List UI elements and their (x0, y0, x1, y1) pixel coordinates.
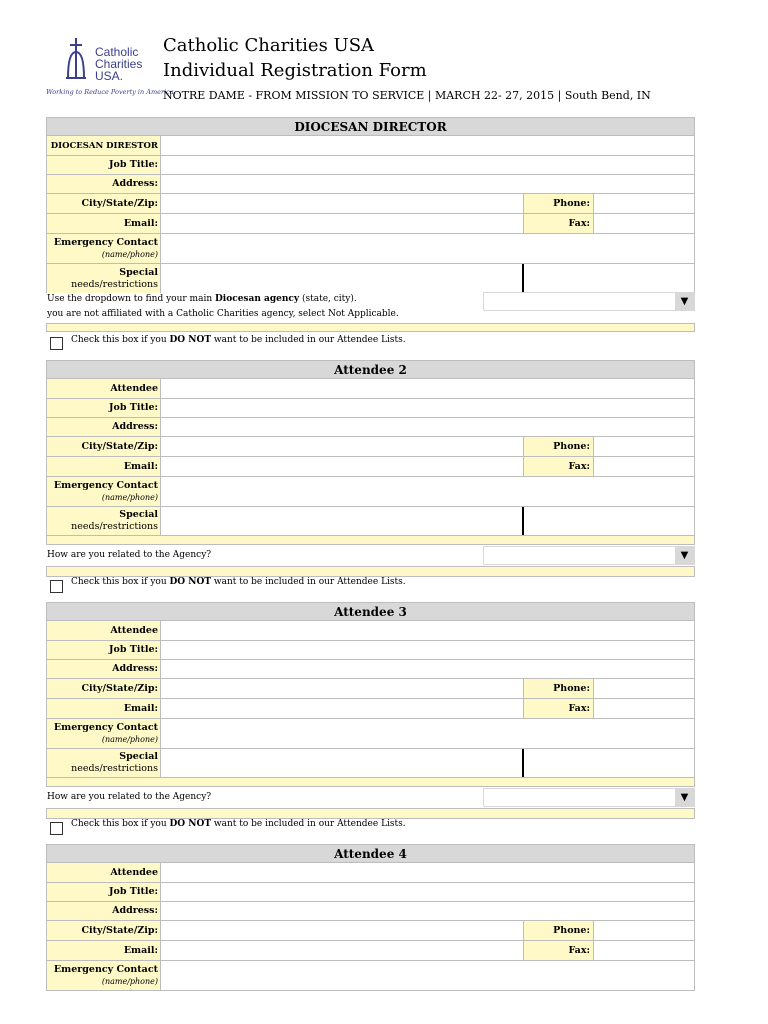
logo-tagline: Working to Reduce Poverty in America. (46, 88, 176, 96)
field-label: Fax: (524, 699, 594, 718)
job-title-field[interactable] (161, 641, 695, 659)
optout-label (71, 577, 406, 587)
special-label: needs/restrictions (71, 521, 158, 532)
emergency-contact-field[interactable] (161, 234, 695, 263)
email-field[interactable] (161, 941, 524, 960)
field-label: Email: (46, 699, 161, 718)
form-row (46, 477, 695, 507)
emergency-contact-field[interactable] (161, 477, 695, 506)
phone-field[interactable] (594, 921, 695, 940)
attendee-name-field[interactable] (161, 379, 695, 398)
field-label: Email: (46, 457, 161, 476)
form-row (46, 264, 695, 293)
optout-bold: DO NOT (169, 819, 212, 829)
emergency-label: Emergency Contact (53, 479, 158, 491)
emergency-sublabel: (name/phone) (101, 249, 158, 259)
address-field[interactable] (161, 175, 695, 193)
attendee-3-section (46, 602, 695, 787)
agency-row (46, 292, 695, 322)
city-state-zip-field[interactable] (161, 921, 524, 940)
field-label (46, 749, 161, 777)
phone-field[interactable] (594, 679, 695, 698)
field-label: Job Title: (46, 641, 161, 659)
field-label: Job Title: (46, 156, 161, 174)
form-row (46, 660, 695, 679)
phone-field[interactable] (594, 194, 695, 213)
emergency-contact-field[interactable] (161, 961, 695, 990)
field-label: Phone: (524, 194, 594, 213)
address-field[interactable] (161, 660, 695, 678)
special-needs-extra (524, 507, 695, 535)
field-label: Address: (46, 902, 161, 920)
field-label (46, 507, 161, 535)
form-row (46, 379, 695, 399)
relation-dropdown[interactable] (483, 788, 695, 807)
relation-prompt: How are you related to the Agency? (47, 792, 212, 802)
email-field[interactable] (161, 699, 524, 718)
attendee-2-section (46, 360, 695, 545)
fax-field[interactable] (594, 941, 695, 960)
prompt-text: (state, city). (299, 294, 357, 304)
field-label: Email: (46, 941, 161, 960)
special-label: needs/restrictions (71, 763, 158, 774)
field-label: Address: (46, 418, 161, 436)
form-row (46, 902, 695, 921)
yellow-strip (46, 808, 695, 819)
agency-prompt (47, 293, 357, 305)
form-row (46, 399, 695, 418)
field-label: City/State/Zip: (46, 921, 161, 940)
optout-text: Check this box if you (71, 819, 170, 829)
agency-prompt-line2: you are not affiliated with a Catholic Charities agency, select Not Applicable. (47, 309, 399, 319)
job-title-field[interactable] (161, 399, 695, 417)
triangle-down-icon[interactable]: ▼ (675, 547, 694, 564)
form-row (46, 961, 695, 991)
field-label (46, 477, 161, 506)
emergency-label: Emergency Contact (53, 236, 158, 248)
city-state-zip-field[interactable] (161, 194, 524, 213)
field-label: Attendee (46, 621, 161, 640)
field-label: City/State/Zip: (46, 437, 161, 456)
optout-bold: DO NOT (169, 577, 212, 587)
field-label: Address: (46, 660, 161, 678)
optout-checkbox[interactable] (50, 580, 63, 593)
logo-brand-line: USA. (95, 69, 124, 83)
special-needs-extra (524, 749, 695, 777)
optout-checkbox[interactable] (50, 822, 63, 835)
form-title: Individual Registration Form (163, 60, 427, 81)
phone-field[interactable] (594, 437, 695, 456)
address-field[interactable] (161, 902, 695, 920)
yellow-strip (46, 536, 695, 545)
attendee-4-section (46, 844, 695, 991)
section-heading: Attendee 2 (46, 360, 695, 379)
field-label: Fax: (524, 214, 594, 233)
field-label: City/State/Zip: (46, 679, 161, 698)
attendee-name-field[interactable] (161, 621, 695, 640)
field-label (46, 961, 161, 990)
field-label: Email: (46, 214, 161, 233)
field-label: Phone: (524, 921, 594, 940)
form-row (46, 507, 695, 536)
form-row (46, 136, 695, 156)
fax-field[interactable] (594, 457, 695, 476)
form-row (46, 719, 695, 749)
special-needs-field[interactable] (161, 264, 524, 293)
relation-dropdown[interactable] (483, 546, 695, 565)
relation-prompt: How are you related to the Agency? (47, 550, 212, 560)
field-label: Phone: (524, 437, 594, 456)
triangle-down-icon[interactable]: ▼ (675, 789, 694, 806)
optout-text: want to be included in our Attendee Lists. (211, 819, 406, 829)
special-label: needs/restrictions (71, 278, 158, 290)
optout-label (71, 819, 406, 829)
diocesan-director-section (46, 117, 695, 293)
field-label: Job Title: (46, 883, 161, 901)
email-field[interactable] (161, 457, 524, 476)
optout-text: Check this box if you (71, 335, 170, 345)
prompt-text: Use the dropdown to find your main (47, 294, 215, 304)
field-label: Phone: (524, 679, 594, 698)
special-label: Special (119, 509, 158, 520)
form-row (46, 863, 695, 883)
field-label: City/State/Zip: (46, 194, 161, 213)
yellow-strip (46, 323, 695, 332)
field-label: Fax: (524, 941, 594, 960)
field-label (46, 234, 161, 263)
special-label: Special (119, 751, 158, 762)
director-name-field[interactable] (161, 136, 695, 155)
special-needs-field[interactable] (161, 507, 524, 535)
logo-brand-line: Catholic (95, 45, 139, 59)
logo-brand-line: Charities (95, 57, 143, 71)
relation-row (46, 788, 695, 808)
event-subtitle: NOTRE DAME - FROM MISSION TO SERVICE | MARCH 22- 27, 2015 | South Bend, IN (163, 89, 651, 102)
section-heading: Attendee 3 (46, 602, 695, 621)
special-needs-field[interactable] (161, 749, 524, 777)
address-field[interactable] (161, 418, 695, 436)
field-label: Attendee (46, 379, 161, 398)
fax-field[interactable] (594, 699, 695, 718)
city-state-zip-field[interactable] (161, 437, 524, 456)
field-label: Job Title: (46, 399, 161, 417)
catholic-charities-logo (44, 36, 176, 98)
emergency-sublabel: (name/phone) (101, 734, 158, 744)
attendee-name-field[interactable] (161, 863, 695, 882)
form-row (46, 621, 695, 641)
cross-icon (64, 38, 88, 82)
form-row (46, 194, 695, 214)
form-row (46, 749, 695, 778)
emergency-label: Emergency Contact (53, 721, 158, 733)
logo-brand (95, 46, 142, 82)
optout-checkbox[interactable] (50, 337, 63, 350)
field-label: Attendee (46, 863, 161, 882)
form-row (46, 941, 695, 961)
form-row (46, 437, 695, 457)
form-row (46, 234, 695, 264)
job-title-field[interactable] (161, 156, 695, 174)
form-row (46, 175, 695, 194)
yellow-strip (46, 566, 695, 577)
relation-row (46, 546, 695, 566)
prompt-bold: Diocesan agency (215, 294, 300, 304)
fax-field[interactable] (594, 214, 695, 233)
form-org-title: Catholic Charities USA (163, 35, 375, 56)
yellow-strip (46, 778, 695, 787)
form-row (46, 457, 695, 477)
field-label: Address: (46, 175, 161, 193)
optout-text: want to be included in our Attendee Lists. (211, 577, 406, 587)
form-row (46, 699, 695, 719)
emergency-sublabel: (name/phone) (101, 976, 158, 986)
form-row (46, 921, 695, 941)
optout-label (71, 335, 406, 345)
triangle-down-icon[interactable]: ▼ (675, 293, 694, 310)
emergency-label: Emergency Contact (53, 963, 158, 975)
special-label: Special (119, 266, 158, 278)
section-heading: DIOCESAN DIRECTOR (46, 117, 695, 136)
agency-dropdown[interactable] (483, 292, 695, 311)
emergency-sublabel: (name/phone) (101, 492, 158, 502)
optout-bold: DO NOT (169, 335, 212, 345)
form-row (46, 883, 695, 902)
field-label: Fax: (524, 457, 594, 476)
special-needs-extra (524, 264, 695, 293)
section-heading: Attendee 4 (46, 844, 695, 863)
job-title-field[interactable] (161, 883, 695, 901)
field-label (46, 719, 161, 748)
form-row (46, 418, 695, 437)
email-field[interactable] (161, 214, 524, 233)
form-row (46, 679, 695, 699)
city-state-zip-field[interactable] (161, 679, 524, 698)
form-row (46, 214, 695, 234)
form-row (46, 641, 695, 660)
optout-text: Check this box if you (71, 577, 170, 587)
field-label: DIOCESAN DIRESTOR (46, 136, 161, 155)
optout-text: want to be included in our Attendee Lists. (211, 335, 406, 345)
field-label (46, 264, 161, 293)
emergency-contact-field[interactable] (161, 719, 695, 748)
form-row (46, 156, 695, 175)
